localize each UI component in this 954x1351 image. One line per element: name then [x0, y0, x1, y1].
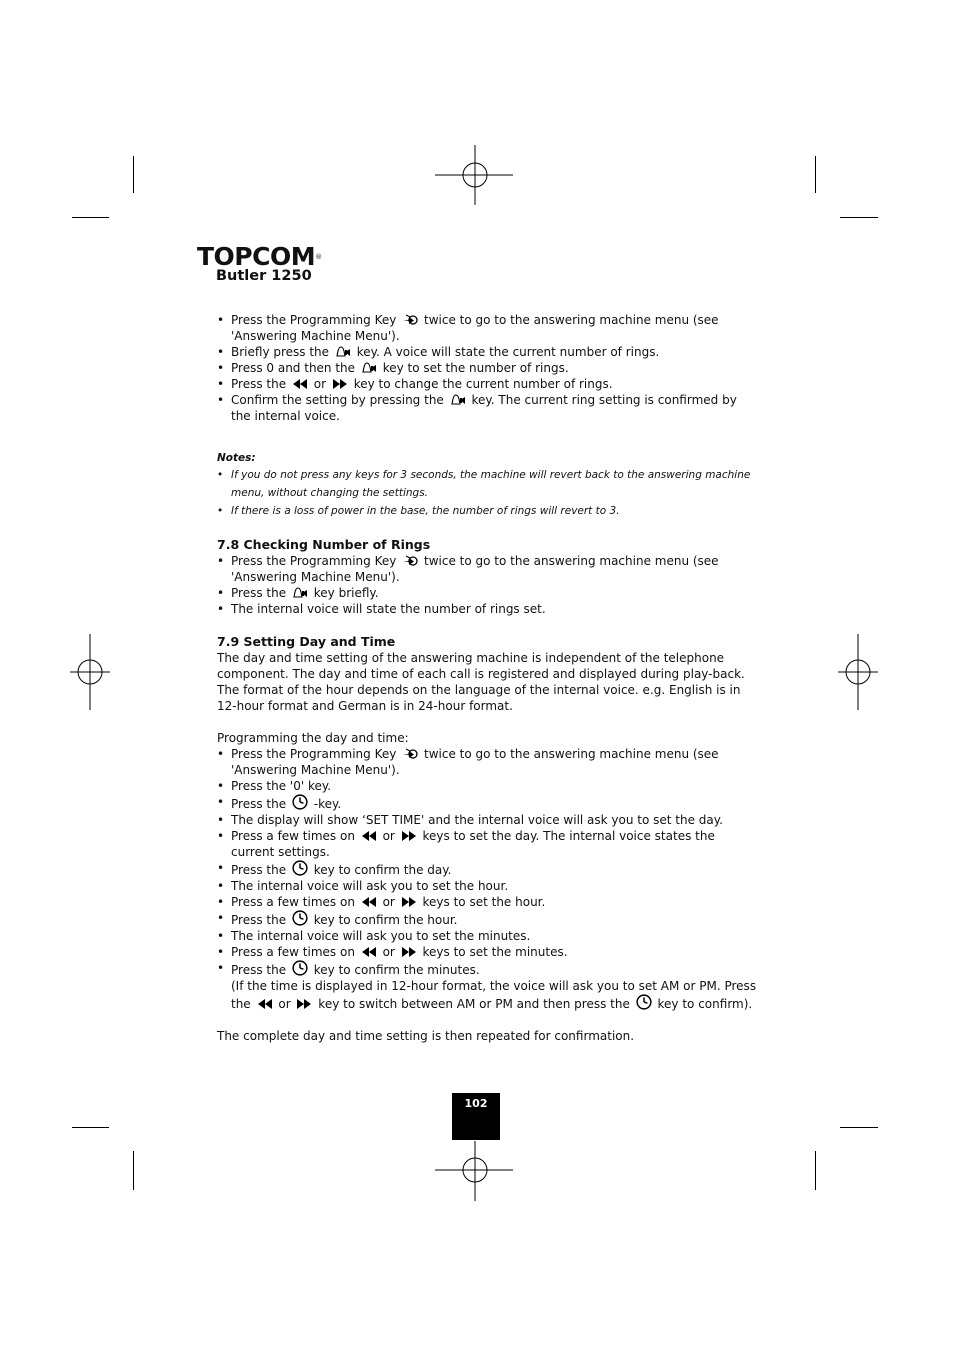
- text-segment: The internal voice will ask you to set the minutes.: [231, 929, 531, 943]
- list-item: [217, 601, 757, 617]
- section-7-9-paragraph: The day and time setting of the answering machine is independent of the telephone component. The day and time of each call is registered and displayed during play-back. The format of the hour depends on the language of the internal voice. e.g. English is in 12-hour format and German is in 24-hour format.: [217, 651, 745, 713]
- text-segment: twice to go to the answering machine menu (see 'Answering Machine Menu').: [231, 554, 719, 584]
- page-number: 102: [452, 1093, 500, 1140]
- bell-key-icon: [450, 394, 466, 406]
- rewind-key-icon: [292, 378, 308, 390]
- registration-mark-bottom: [435, 1131, 515, 1211]
- text-segment: key to confirm).: [657, 997, 753, 1011]
- list-item: [217, 392, 757, 424]
- forward-key-icon: [401, 896, 417, 908]
- text-segment: key to switch between AM or PM and then press the: [318, 997, 630, 1011]
- clock-key-icon: [292, 860, 308, 872]
- list-item: [217, 553, 757, 585]
- list-item: [217, 960, 757, 1012]
- notes-list: [217, 466, 757, 520]
- text-segment: key briefly.: [313, 586, 379, 600]
- clock-key-icon: [636, 994, 652, 1006]
- rewind-key-icon: [361, 896, 377, 908]
- text-segment: Press a few times on: [231, 829, 355, 843]
- text-segment: The internal voice will ask you to set the hour.: [231, 879, 509, 893]
- rewind-key-icon: [361, 830, 377, 842]
- crop-mark: [72, 217, 109, 218]
- section-7-8-list: [217, 553, 757, 617]
- rewind-key-icon: [361, 946, 377, 958]
- program-key-icon: [402, 555, 418, 567]
- text-segment: Press the: [231, 377, 287, 391]
- clock-key-icon: [292, 910, 308, 922]
- list-item: [217, 860, 757, 878]
- forward-key-icon: [296, 998, 312, 1010]
- crop-mark: [815, 1151, 816, 1190]
- text-segment: Press the Programming Key: [231, 747, 397, 761]
- registration-mark-right: [818, 632, 898, 712]
- rewind-key-icon: [257, 998, 273, 1010]
- list-item: [217, 878, 757, 894]
- list-item: [217, 585, 757, 601]
- crop-mark: [133, 156, 134, 193]
- list-item: [217, 828, 757, 860]
- text-segment: key. A voice will state the current number of rings.: [356, 345, 660, 359]
- forward-key-icon: [401, 830, 417, 842]
- text-segment: Press the Programming Key: [231, 554, 397, 568]
- text-segment: keys to set the day. The internal voice states the current settings.: [231, 829, 715, 859]
- text-segment: Press the: [231, 863, 287, 877]
- page-content: [217, 312, 757, 1044]
- text-segment: twice to go to the answering machine menu (see 'Answering Machine Menu').: [231, 313, 719, 343]
- text-segment: Press the: [231, 797, 287, 811]
- clock-key-icon: [292, 960, 308, 972]
- text-segment: The display will show ‘SET TIME' and the internal voice will ask you to set the day.: [231, 813, 723, 827]
- list-item: [217, 794, 757, 812]
- text-segment: Press the: [231, 913, 287, 927]
- crop-mark: [840, 1127, 878, 1128]
- note-item: • If you do not press any keys for 3 seconds, the machine will revert back to the answering machine menu, without changing the settings.: [217, 466, 757, 502]
- clock-key-icon: [292, 794, 308, 806]
- text-segment: Press the Programming Key: [231, 313, 397, 327]
- text-segment: Press 0 and then the: [231, 361, 356, 375]
- section-7-9-lead: Programming the day and time:: [217, 731, 409, 745]
- list-item: [217, 344, 757, 360]
- forward-key-icon: [332, 378, 348, 390]
- text-segment: key to confirm the day.: [313, 863, 452, 877]
- text-segment: key to change the current number of rings.: [353, 377, 613, 391]
- list-item: [217, 746, 757, 778]
- registration-mark-top: [435, 135, 515, 215]
- list-item: [217, 944, 757, 960]
- notes-heading: Notes:: [217, 452, 256, 464]
- text-segment: Press the: [231, 963, 287, 977]
- bell-key-icon: [292, 587, 308, 599]
- crop-mark: [133, 1151, 134, 1190]
- text-segment: key. The current ring setting is confirmed by the internal voice.: [231, 393, 737, 423]
- text-segment: twice to go to the answering machine menu (see 'Answering Machine Menu').: [231, 747, 719, 777]
- text-segment: The internal voice will state the number of rings set.: [231, 602, 546, 616]
- text-segment: or: [382, 829, 395, 843]
- crop-mark: [815, 156, 816, 193]
- text-segment: Briefly press the: [231, 345, 330, 359]
- program-key-icon: [402, 748, 418, 760]
- text-segment: Press a few times on: [231, 945, 355, 959]
- list-item: [217, 312, 757, 344]
- model-name: Butler 1250: [216, 268, 312, 284]
- crop-mark: [72, 1127, 109, 1128]
- section-7-9-closing: The complete day and time setting is then repeated for confirmation.: [217, 1029, 635, 1043]
- registration-mark-left: [50, 632, 130, 712]
- list-item: [217, 778, 757, 794]
- text-segment: -key.: [313, 797, 342, 811]
- text-segment: key to confirm the hour.: [313, 913, 458, 927]
- list-item: [217, 812, 757, 828]
- text-segment: Press a few times on: [231, 895, 355, 909]
- list-item: [217, 376, 757, 392]
- text-segment: or: [382, 895, 395, 909]
- section-7-9-list: [217, 746, 757, 1012]
- forward-key-icon: [401, 946, 417, 958]
- text-segment: keys to set the hour.: [422, 895, 546, 909]
- brand-logo: TOPCOM®: [197, 242, 322, 271]
- text-segment: or: [382, 945, 395, 959]
- text-segment: Press the: [231, 586, 287, 600]
- text-segment: keys to set the minutes.: [422, 945, 568, 959]
- text-segment: key to set the number of rings.: [382, 361, 569, 375]
- section-heading-7-9: 7.9 Setting Day and Time: [217, 634, 396, 649]
- bell-key-icon: [335, 346, 351, 358]
- section-heading-7-8: 7.8 Checking Number of Rings: [217, 537, 431, 552]
- bell-key-icon: [361, 362, 377, 374]
- list-item: [217, 894, 757, 910]
- program-key-icon: [402, 314, 418, 326]
- intro-list: [217, 312, 757, 424]
- text-segment: Press the '0' key.: [231, 779, 332, 793]
- list-item: [217, 360, 757, 376]
- list-item: [217, 928, 757, 944]
- text-segment: Confirm the setting by pressing the: [231, 393, 444, 407]
- text-segment: (If the time is displayed in 12-hour format, the voice will ask you to set AM or PM. Press the: [231, 979, 757, 1011]
- text-segment: key to confirm the minutes.: [313, 963, 480, 977]
- note-item: • If there is a loss of power in the base, the number of rings will revert to 3.: [217, 502, 757, 520]
- list-item-note: [231, 978, 757, 1012]
- crop-mark: [840, 217, 878, 218]
- list-item: [217, 910, 757, 928]
- text-segment: or: [313, 377, 327, 391]
- text-segment: or: [278, 997, 291, 1011]
